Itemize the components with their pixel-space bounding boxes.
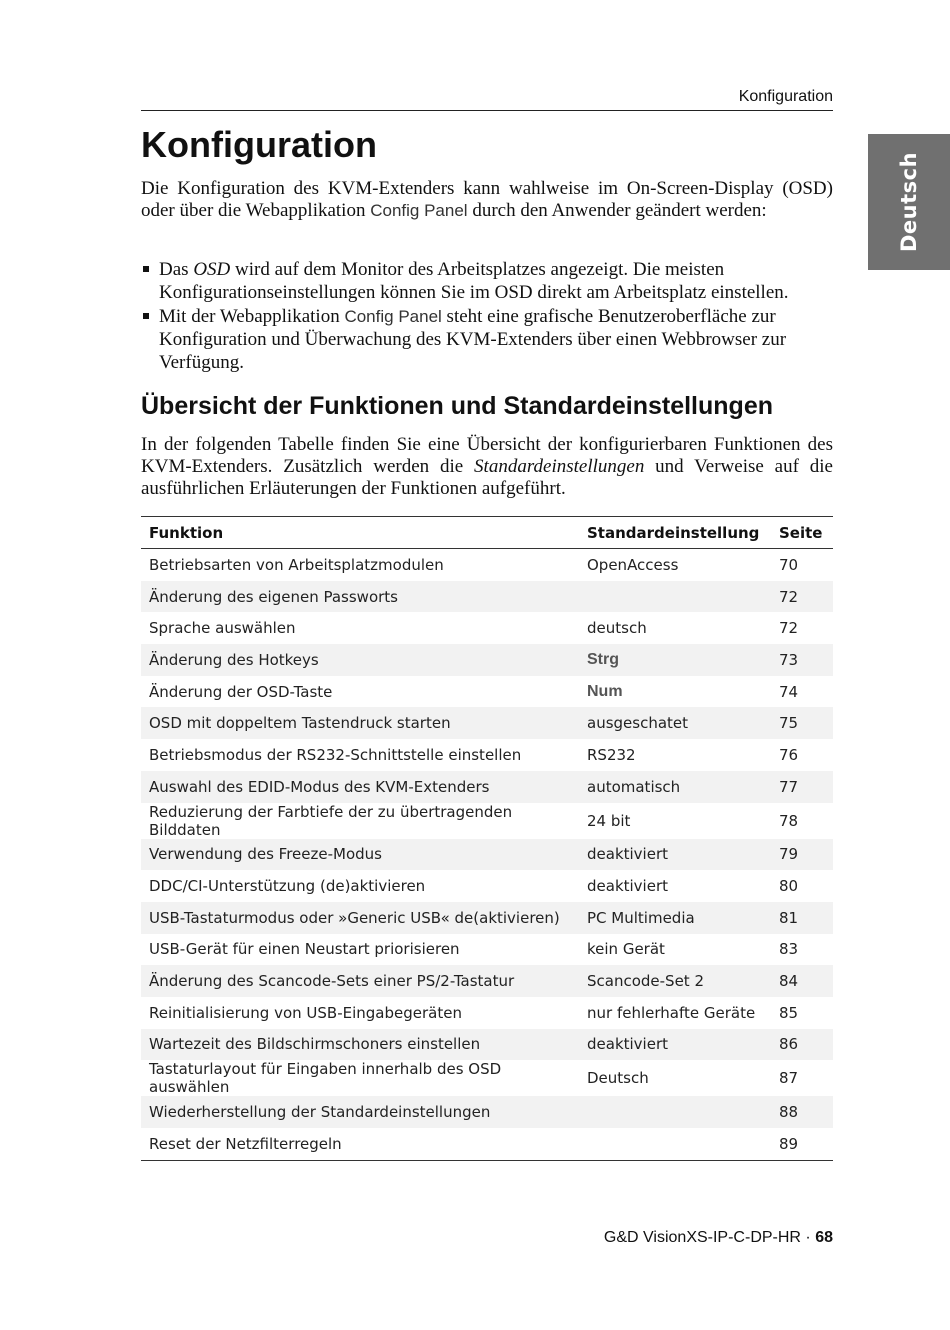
section-text-1: In der folgenden Tabelle finden Sie eine Übersicht der konfigurierbaren Funktionen des KVM-Extenders. Zusätzlich werden die — [141, 434, 833, 477]
cell-standardeinstellung: deutsch — [587, 619, 647, 638]
cell-seite: 74 — [779, 682, 799, 701]
cell-seite: 70 — [779, 555, 799, 574]
cell-standardeinstellung: OpenAccess — [587, 555, 679, 574]
section-paragraph — [141, 434, 833, 500]
cell-funktion: Änderung des Hotkeys — [141, 644, 579, 676]
table-row — [141, 707, 833, 739]
cell-funktion: Änderung des eigenen Passworts — [141, 581, 579, 613]
footer-separator: · — [800, 1229, 816, 1246]
cell-standardeinstellung: Num — [587, 682, 623, 700]
cell-funktion: Reset der Netzfilterregeln — [149, 1134, 342, 1153]
cell-funktion: Tastaturlayout für Eingaben innerhalb des OSD auswählen — [149, 1060, 502, 1097]
table-row — [141, 997, 833, 1029]
cell-seite: 73 — [771, 644, 833, 676]
cell-standardeinstellung: ausgeschatet — [579, 707, 771, 739]
bullet-app-name: Config Panel — [344, 307, 442, 326]
intro-text-1: Die Konfiguration des KVM-Extenders kann wahlweise im On-Screen-Display (OSD) oder über die Webapplikation — [141, 178, 833, 221]
cell-seite: 86 — [771, 1029, 833, 1061]
bullet-item-osd — [141, 258, 833, 304]
cell-standardeinstellung: Strg — [579, 644, 771, 676]
cell-funktion: Änderung des Scancode-Sets einer PS/2-Tastatur — [141, 965, 579, 997]
table-row — [141, 739, 833, 771]
cell-standardeinstellung: deaktiviert — [579, 1029, 771, 1061]
cell-standardeinstellung: deaktiviert — [579, 839, 771, 871]
table-row — [141, 1128, 833, 1160]
cell-funktion: Betriebsmodus der RS232-Schnittstelle einstellen — [149, 745, 522, 764]
table-row — [141, 1029, 833, 1061]
cell-seite: 77 — [771, 771, 833, 803]
cell-standardeinstellung: kein Gerät — [587, 940, 665, 959]
cell-standardeinstellung — [579, 581, 771, 613]
cell-seite: 72 — [771, 581, 833, 613]
bullet-text: Mit der Webapplikation — [159, 306, 345, 327]
cell-funktion: Änderung der OSD-Taste — [149, 682, 333, 701]
bullet-text: wird auf dem Monitor des Arbeitsplatzes angezeigt. Die meisten Konfigurationseinstellungen können Sie im OSD direkt am Arbeitsplatz einstellen. — [159, 259, 789, 303]
section-title: Übersicht der Funktionen und Standardeinstellungen — [141, 392, 773, 420]
cell-standardeinstellung: 24 bit — [587, 811, 631, 830]
intro-text-2: durch den Anwender geändert werden: — [467, 200, 767, 221]
cell-standardeinstellung: PC Multimedia — [579, 902, 771, 934]
table-row — [141, 581, 833, 613]
section-emphasis: Standardeinstellungen — [474, 456, 645, 477]
cell-funktion: Verwendung des Freeze-Modus — [141, 839, 579, 871]
table-row — [141, 1096, 833, 1128]
cell-seite: 84 — [771, 965, 833, 997]
cell-funktion: Wiederherstellung der Standardeinstellungen — [141, 1096, 579, 1128]
cell-seite: 89 — [779, 1134, 799, 1153]
header-seite: Seite — [771, 517, 833, 549]
cell-seite: 83 — [779, 940, 799, 959]
table-row — [141, 839, 833, 871]
page-title: Konfiguration — [141, 124, 377, 165]
cell-funktion: OSD mit doppeltem Tastendruck starten — [141, 707, 579, 739]
header-funktion: Funktion — [141, 517, 579, 549]
cell-standardeinstellung: Deutsch — [587, 1069, 649, 1088]
header-standardeinstellung: Standardeinstellung — [579, 517, 771, 549]
section-text-2: und Verweise auf die ausführlichen Erläuterungen der Funktionen aufgeführt. — [141, 456, 833, 499]
functions-table — [141, 516, 833, 1161]
table-row — [141, 1060, 833, 1096]
cell-seite: 85 — [779, 1003, 799, 1022]
cell-seite: 80 — [779, 877, 799, 896]
language-tab — [868, 134, 950, 270]
running-header-title: Konfiguration — [738, 88, 833, 105]
cell-funktion: Betriebsarten von Arbeitsplatzmodulen — [149, 555, 444, 574]
bullet-emphasis: OSD — [193, 259, 231, 280]
table-row — [141, 644, 833, 676]
cell-funktion: DDC/CI-Unterstützung (de)aktivieren — [149, 877, 426, 896]
table-row — [141, 771, 833, 803]
bullet-list — [141, 258, 833, 375]
table-row — [141, 934, 833, 966]
cell-seite: 79 — [771, 839, 833, 871]
cell-funktion: Reinitialisierung von USB-Eingabegeräten — [149, 1003, 462, 1022]
table-row — [141, 965, 833, 997]
cell-standardeinstellung: deaktiviert — [587, 877, 668, 896]
cell-seite: 88 — [771, 1096, 833, 1128]
cell-funktion: Wartezeit des Bildschirmschoners einstellen — [141, 1029, 579, 1061]
cell-standardeinstellung: RS232 — [587, 745, 636, 764]
table-header-row — [141, 517, 833, 549]
footer-product: G&D VisionXS-IP-C-DP-HR — [603, 1229, 801, 1246]
cell-seite: 78 — [779, 811, 799, 830]
cell-seite: 81 — [771, 902, 833, 934]
cell-seite: 87 — [779, 1069, 799, 1088]
cell-funktion: USB-Gerät für einen Neustart priorisieren — [149, 940, 460, 959]
running-header — [141, 86, 833, 111]
bullet-text: Das — [159, 259, 194, 280]
table-row — [141, 870, 833, 902]
table-row — [141, 612, 833, 644]
table-row — [141, 803, 833, 839]
bullet-item-config-panel — [141, 305, 833, 374]
cell-standardeinstellung: nur fehlerhafte Geräte — [587, 1003, 756, 1022]
table-row — [141, 676, 833, 708]
cell-funktion: Sprache auswählen — [149, 619, 296, 638]
intro-paragraph — [141, 178, 833, 222]
page-footer — [604, 1229, 833, 1247]
cell-seite: 76 — [779, 745, 799, 764]
table-row — [141, 902, 833, 934]
language-tab-label: Deutsch — [897, 151, 921, 253]
cell-standardeinstellung — [579, 1128, 771, 1160]
cell-seite: 72 — [779, 619, 799, 638]
cell-seite: 75 — [771, 707, 833, 739]
cell-standardeinstellung: automatisch — [579, 771, 771, 803]
intro-app-name: Config Panel — [370, 201, 468, 220]
table-row — [141, 549, 833, 581]
page-number: 68 — [815, 1229, 833, 1246]
cell-standardeinstellung: Scancode-Set 2 — [579, 965, 771, 997]
bullet-text: steht eine grafische Benutzeroberfläche zur Konfiguration und Überwachung des KVM-Extenders über einen Webbrowser zur Verfügung. — [159, 306, 787, 373]
cell-funktion: Auswahl des EDID-Modus des KVM-Extenders — [141, 771, 579, 803]
cell-standardeinstellung — [579, 1096, 771, 1128]
cell-funktion: Reduzierung der Farbtiefe der zu übertragenden Bilddaten — [149, 802, 513, 839]
cell-funktion: USB-Tastaturmodus oder »Generic USB« de(aktivieren) — [141, 902, 579, 934]
